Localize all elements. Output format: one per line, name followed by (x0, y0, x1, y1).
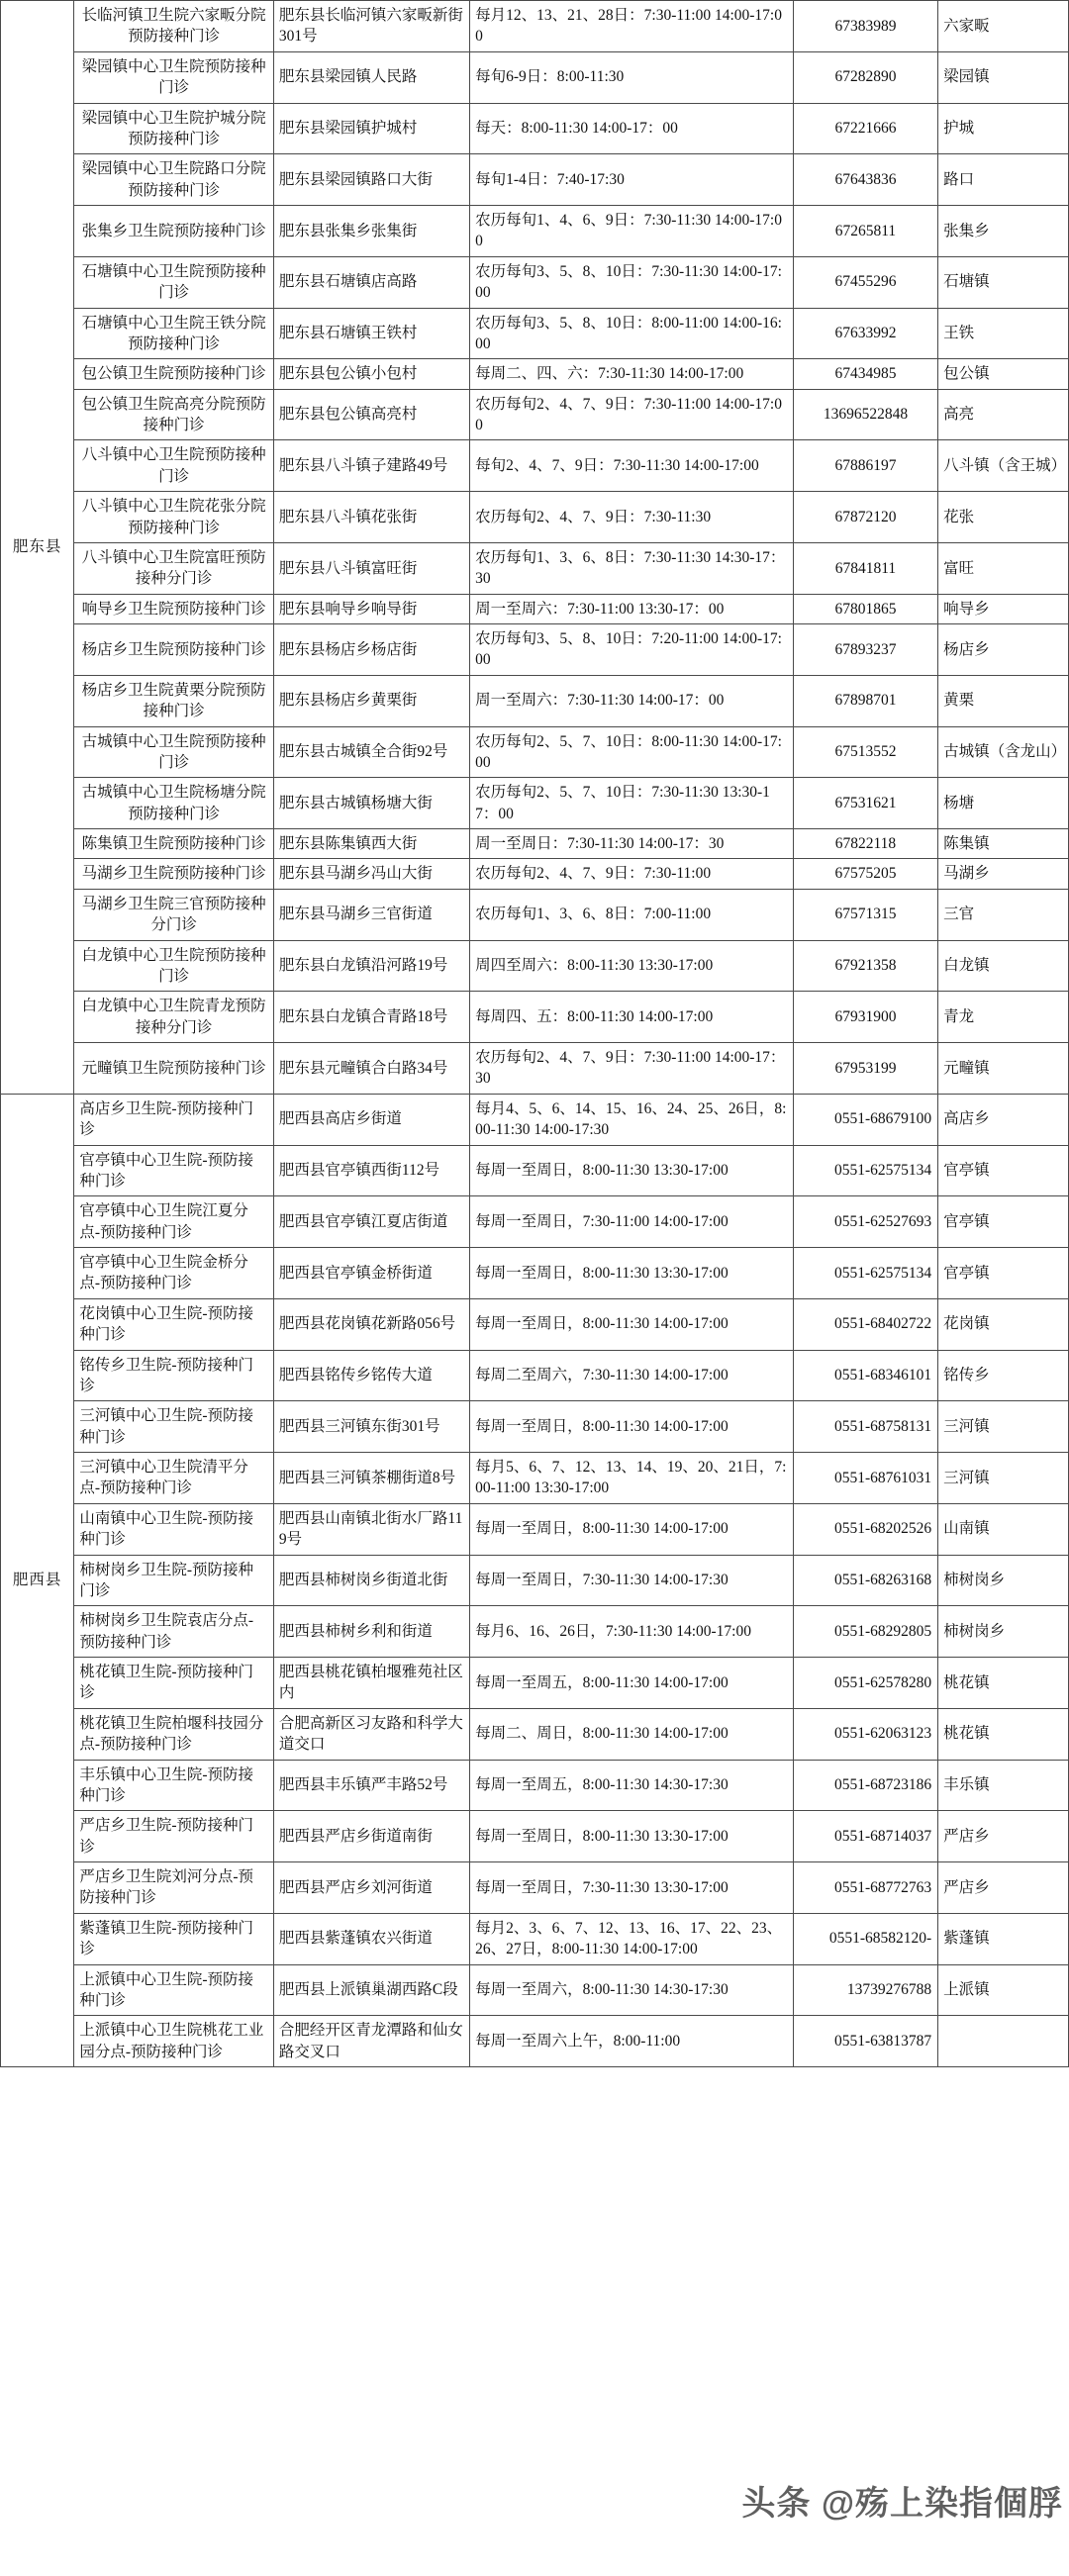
clinic-name-cell: 包公镇卫生院预防接种门诊 (74, 359, 274, 389)
clinic-service-area-cell: 严店乡 (938, 1862, 1069, 1914)
clinic-hours-cell: 每天：8:00-11:30 14:00-17：00 (470, 103, 794, 154)
clinic-name-cell: 柿树岗乡卫生院袁店分点-预防接种门诊 (74, 1606, 274, 1658)
clinic-service-area-cell: 古城镇（含龙山） (938, 726, 1069, 778)
clinic-service-area-cell: 柿树岗乡 (938, 1606, 1069, 1658)
clinic-hours-cell: 每周一至周日，8:00-11:30 14:00-17:00 (470, 1298, 794, 1350)
clinic-hours-cell: 农历每旬3、5、8、10日：8:00-11:00 14:00-16:00 (470, 308, 794, 359)
clinic-hours-cell: 每周二、四、六：7:30-11:30 14:00-17:00 (470, 359, 794, 389)
clinic-service-area-cell: 响导乡 (938, 594, 1069, 623)
clinic-name-cell: 铭传乡卫生院-预防接种门诊 (74, 1350, 274, 1401)
clinic-phone-cell: 67953199 (793, 1043, 937, 1095)
clinic-name-cell: 上派镇中心卫生院桃花工业园分点-预防接种门诊 (74, 2016, 274, 2067)
clinic-address-cell: 肥西县丰乐镇严丰路52号 (273, 1760, 469, 1811)
clinic-hours-cell: 农历每旬1、4、6、9日：7:30-11:30 14:00-17:00 (470, 206, 794, 257)
clinic-phone-cell: 0551-63813787 (793, 2016, 937, 2067)
clinic-service-area-cell: 丰乐镇 (938, 1760, 1069, 1811)
clinic-service-area-cell: 上派镇 (938, 1964, 1069, 2016)
clinic-phone-cell: 0551-68772763 (793, 1862, 937, 1914)
clinic-address-cell: 肥东县梁园镇路口大街 (273, 154, 469, 206)
clinic-name-cell: 古城镇中心卫生院预防接种门诊 (74, 726, 274, 778)
clinic-phone-cell: 0551-62575134 (793, 1248, 937, 1299)
clinic-phone-cell: 0551-68202526 (793, 1503, 937, 1555)
clinic-phone-cell: 0551-68582120- (793, 1913, 937, 1964)
clinic-hours-cell: 每周一至周五，8:00-11:30 14:00-17:00 (470, 1658, 794, 1709)
clinic-phone-cell: 0551-68723186 (793, 1760, 937, 1811)
clinic-phone-cell: 67434985 (793, 359, 937, 389)
table-row (1, 51, 1069, 103)
clinic-hours-cell: 农历每旬2、4、7、9日：7:30-11:00 14:00-17：30 (470, 1043, 794, 1095)
clinic-address-cell: 肥西县高店乡街道 (273, 1094, 469, 1145)
clinic-address-cell: 肥东县白龙镇沿河路19号 (273, 940, 469, 992)
table-row (1, 492, 1069, 543)
clinic-address-cell: 肥东县梁园镇人民路 (273, 51, 469, 103)
clinic-service-area-cell: 张集乡 (938, 206, 1069, 257)
clinic-address-cell: 肥东县陈集镇西大街 (273, 829, 469, 859)
clinic-service-area-cell: 青龙 (938, 992, 1069, 1043)
clinic-name-cell: 梁园镇中心卫生院护城分院预防接种门诊 (74, 103, 274, 154)
clinic-address-cell: 合肥高新区习友路和科学大道交口 (273, 1708, 469, 1760)
clinic-address-cell: 肥东县古城镇杨塘大街 (273, 778, 469, 829)
clinic-phone-cell: 67643836 (793, 154, 937, 206)
clinic-address-cell: 肥西县严店乡刘河街道 (273, 1862, 469, 1914)
clinic-name-cell: 桃花镇卫生院柏堰科技园分点-预防接种门诊 (74, 1708, 274, 1760)
clinic-phone-cell: 67633992 (793, 308, 937, 359)
clinic-phone-cell: 0551-68714037 (793, 1811, 937, 1862)
clinic-hours-cell: 每周一至周日，8:00-11:30 13:30-17:00 (470, 1248, 794, 1299)
clinic-phone-cell: 0551-68292805 (793, 1606, 937, 1658)
clinic-name-cell: 包公镇卫生院高亮分院预防接种门诊 (74, 389, 274, 440)
clinic-phone-cell: 0551-62575134 (793, 1145, 937, 1196)
clinic-address-cell: 肥东县马湖乡三官街道 (273, 889, 469, 940)
clinic-phone-cell: 67898701 (793, 675, 937, 726)
clinic-hours-cell: 每月12、13、21、28日：7:30-11:00 14:00-17:00 (470, 1, 794, 52)
clinic-service-area-cell: 石塘镇 (938, 256, 1069, 308)
clinic-address-cell: 肥东县白龙镇合青路18号 (273, 992, 469, 1043)
clinic-address-cell: 肥西县花岗镇花新路056号 (273, 1298, 469, 1350)
clinic-address-cell: 肥西县紫蓬镇农兴街道 (273, 1913, 469, 1964)
clinic-name-cell: 杨店乡卫生院预防接种门诊 (74, 624, 274, 676)
clinic-name-cell: 山南镇中心卫生院-预防接种门诊 (74, 1503, 274, 1555)
clinic-service-area-cell: 路口 (938, 154, 1069, 206)
clinic-service-area-cell: 八斗镇（含王城） (938, 440, 1069, 492)
clinic-service-area-cell: 三官 (938, 889, 1069, 940)
clinic-name-cell: 八斗镇中心卫生院花张分院预防接种门诊 (74, 492, 274, 543)
clinic-address-cell: 肥西县官亭镇金桥街道 (273, 1248, 469, 1299)
clinic-name-cell: 桃花镇卫生院-预防接种门诊 (74, 1658, 274, 1709)
clinic-address-cell: 肥西县三河镇茶棚街道8号 (273, 1453, 469, 1504)
clinic-hours-cell: 每周一至周日，7:30-11:30 14:00-17:30 (470, 1555, 794, 1606)
clinic-service-area-cell: 梁园镇 (938, 51, 1069, 103)
clinic-service-area-cell: 高店乡 (938, 1094, 1069, 1145)
clinic-hours-cell: 每周一至周日，7:30-11:00 14:00-17:00 (470, 1196, 794, 1248)
clinic-service-area-cell: 元疃镇 (938, 1043, 1069, 1095)
table-row (1, 594, 1069, 623)
table-row (1, 1760, 1069, 1811)
clinic-name-cell: 八斗镇中心卫生院预防接种门诊 (74, 440, 274, 492)
clinic-service-area-cell: 杨塘 (938, 778, 1069, 829)
clinic-service-area-cell: 高亮 (938, 389, 1069, 440)
clinic-address-cell: 肥东县包公镇高亮村 (273, 389, 469, 440)
table-row (1, 389, 1069, 440)
clinic-hours-cell: 每周一至周六上午，8:00-11:00 (470, 2016, 794, 2067)
clinic-hours-cell: 每周一至周日，8:00-11:30 14:00-17:00 (470, 1401, 794, 1453)
clinic-phone-cell: 0551-68758131 (793, 1401, 937, 1453)
clinic-hours-cell: 周一至周六：7:30-11:30 14:00-17：00 (470, 675, 794, 726)
clinic-name-cell: 张集乡卫生院预防接种门诊 (74, 206, 274, 257)
table-row (1, 889, 1069, 940)
clinic-hours-cell: 每旬6-9日：8:00-11:30 (470, 51, 794, 103)
clinic-hours-cell: 农历每旬2、5、7、10日：7:30-11:30 13:30-17：00 (470, 778, 794, 829)
watermark-text: 头条 @殇上染指個脬 (741, 2485, 1063, 2523)
table-row (1, 1555, 1069, 1606)
clinic-address-cell: 肥东县元疃镇合白路34号 (273, 1043, 469, 1095)
table-row (1, 1913, 1069, 1964)
clinic-service-area-cell: 官亭镇 (938, 1145, 1069, 1196)
clinic-phone-cell: 67455296 (793, 256, 937, 308)
clinic-phone-cell: 67886197 (793, 440, 937, 492)
clinic-service-area-cell: 紫蓬镇 (938, 1913, 1069, 1964)
clinic-service-area-cell: 杨店乡 (938, 624, 1069, 676)
table-row (1, 154, 1069, 206)
clinic-phone-cell: 67921358 (793, 940, 937, 992)
clinic-address-cell: 肥东县八斗镇富旺街 (273, 542, 469, 594)
clinic-name-cell: 官亭镇中心卫生院金桥分点-预防接种门诊 (74, 1248, 274, 1299)
clinic-hours-cell: 农历每旬2、5、7、10日：8:00-11:30 14:00-17:00 (470, 726, 794, 778)
clinic-service-area-cell: 官亭镇 (938, 1248, 1069, 1299)
table-row (1, 440, 1069, 492)
table-row (1, 992, 1069, 1043)
clinic-name-cell: 花岗镇中心卫生院-预防接种门诊 (74, 1298, 274, 1350)
clinic-service-area-cell: 山南镇 (938, 1503, 1069, 1555)
table-row (1, 1094, 1069, 1145)
clinic-name-cell: 严店乡卫生院-预防接种门诊 (74, 1811, 274, 1862)
table-row (1, 2016, 1069, 2067)
clinic-address-cell: 肥东县石塘镇王铁村 (273, 308, 469, 359)
clinic-service-area-cell: 王铁 (938, 308, 1069, 359)
clinic-name-cell: 石塘镇中心卫生院预防接种门诊 (74, 256, 274, 308)
clinic-hours-cell: 每旬2、4、7、9日：7:30-11:30 14:00-17:00 (470, 440, 794, 492)
clinic-service-area-cell: 陈集镇 (938, 829, 1069, 859)
clinic-address-cell: 肥东县八斗镇花张街 (273, 492, 469, 543)
clinic-hours-cell: 农历每旬2、4、7、9日：7:30-11:00 14:00-17:00 (470, 389, 794, 440)
table-row (1, 1964, 1069, 2016)
clinic-address-cell: 肥西县官亭镇西街112号 (273, 1145, 469, 1196)
clinic-address-cell: 肥西县桃花镇柏堰雅苑社区内 (273, 1658, 469, 1709)
clinic-name-cell: 陈集镇卫生院预防接种门诊 (74, 829, 274, 859)
clinic-address-cell: 肥东县杨店乡杨店街 (273, 624, 469, 676)
clinic-phone-cell: 67931900 (793, 992, 937, 1043)
clinic-phone-cell: 67221666 (793, 103, 937, 154)
clinic-name-cell: 官亭镇中心卫生院-预防接种门诊 (74, 1145, 274, 1196)
clinic-service-area-cell (938, 2016, 1069, 2067)
clinic-service-area-cell: 护城 (938, 103, 1069, 154)
clinic-phone-cell: 67571315 (793, 889, 937, 940)
clinic-address-cell: 肥西县柿树乡利和街道 (273, 1606, 469, 1658)
clinic-name-cell: 八斗镇中心卫生院富旺预防接种分门诊 (74, 542, 274, 594)
clinic-hours-cell: 农历每旬3、5、8、10日：7:20-11:00 14:00-17:00 (470, 624, 794, 676)
table-row (1, 1248, 1069, 1299)
clinic-name-cell: 梁园镇中心卫生院路口分院预防接种门诊 (74, 154, 274, 206)
table-row (1, 308, 1069, 359)
clinic-service-area-cell: 花张 (938, 492, 1069, 543)
table-row (1, 1862, 1069, 1914)
clinic-phone-cell: 0551-62578280 (793, 1658, 937, 1709)
county-label: 肥东县 (1, 1, 74, 1095)
clinic-name-cell: 古城镇中心卫生院杨塘分院预防接种门诊 (74, 778, 274, 829)
table-row (1, 103, 1069, 154)
clinic-address-cell: 肥东县杨店乡黄栗街 (273, 675, 469, 726)
clinic-hours-cell: 每周一至周日，7:30-11:30 13:30-17:00 (470, 1862, 794, 1914)
clinic-service-area-cell: 富旺 (938, 542, 1069, 594)
clinic-name-cell: 响导乡卫生院预防接种门诊 (74, 594, 274, 623)
clinic-hours-cell: 每月4、5、6、14、15、16、24、25、26日，8:00-11:30 14:00-17:30 (470, 1094, 794, 1145)
clinic-address-cell: 肥西县官亭镇江夏店街道 (273, 1196, 469, 1248)
clinic-address-cell: 肥东县长临河镇六家畈新街301号 (273, 1, 469, 52)
clinic-hours-cell: 每旬1-4日：7:40-17:30 (470, 154, 794, 206)
clinic-phone-cell: 67872120 (793, 492, 937, 543)
clinic-service-area-cell: 白龙镇 (938, 940, 1069, 992)
clinic-name-cell: 三河镇中心卫生院-预防接种门诊 (74, 1401, 274, 1453)
table-row (1, 206, 1069, 257)
clinic-phone-cell: 0551-68761031 (793, 1453, 937, 1504)
clinic-hours-cell: 农历每旬2、4、7、9日：7:30-11:30 (470, 492, 794, 543)
clinic-hours-cell: 每月5、6、7、12、13、14、19、20、21日，7:00-11:00 13:30-17:00 (470, 1453, 794, 1504)
clinic-address-cell: 肥东县古城镇全合街92号 (273, 726, 469, 778)
table-row (1, 1043, 1069, 1095)
clinic-name-cell: 白龙镇中心卫生院青龙预防接种分门诊 (74, 992, 274, 1043)
table-row (1, 1811, 1069, 1862)
table-row (1, 1658, 1069, 1709)
clinic-hours-cell: 农历每旬1、3、6、8日：7:30-11:30 14:30-17：30 (470, 542, 794, 594)
clinic-phone-cell: 67822118 (793, 829, 937, 859)
clinic-address-cell: 合肥经开区青龙潭路和仙女路交叉口 (273, 2016, 469, 2067)
clinic-hours-cell: 每周一至周五，8:00-11:30 14:30-17:30 (470, 1760, 794, 1811)
table-row (1, 1503, 1069, 1555)
clinic-hours-cell: 每周四、五：8:00-11:30 14:00-17:00 (470, 992, 794, 1043)
clinic-phone-cell: 67893237 (793, 624, 937, 676)
clinic-name-cell: 马湖乡卫生院预防接种门诊 (74, 859, 274, 889)
clinic-hours-cell: 每月6、16、26日，7:30-11:30 14:00-17:00 (470, 1606, 794, 1658)
clinic-address-cell: 肥东县马湖乡冯山大街 (273, 859, 469, 889)
table-row (1, 859, 1069, 889)
clinic-service-area-cell: 六家畈 (938, 1, 1069, 52)
clinic-service-area-cell: 包公镇 (938, 359, 1069, 389)
clinic-service-area-cell: 柿树岗乡 (938, 1555, 1069, 1606)
table-body (1, 1, 1069, 2067)
clinic-service-area-cell: 官亭镇 (938, 1196, 1069, 1248)
clinic-service-area-cell: 桃花镇 (938, 1708, 1069, 1760)
clinic-service-area-cell: 铭传乡 (938, 1350, 1069, 1401)
clinic-address-cell: 肥东县响导乡响导街 (273, 594, 469, 623)
clinic-address-cell: 肥西县上派镇巢湖西路C段 (273, 1964, 469, 2016)
table-row (1, 1606, 1069, 1658)
clinic-address-cell: 肥西县严店乡街道南街 (273, 1811, 469, 1862)
clinic-hours-cell: 农历每旬2、4、7、9日：7:30-11:00 (470, 859, 794, 889)
table-row (1, 1350, 1069, 1401)
clinic-hours-cell: 每周一至周六，8:00-11:30 14:30-17:30 (470, 1964, 794, 2016)
clinic-name-cell: 马湖乡卫生院三官预防接种分门诊 (74, 889, 274, 940)
clinic-hours-cell: 每周二至周六，7:30-11:30 14:00-17:00 (470, 1350, 794, 1401)
clinic-hours-cell: 每周一至周日，8:00-11:30 13:30-17:00 (470, 1811, 794, 1862)
clinic-hours-cell: 农历每旬1、3、6、8日：7:00-11:00 (470, 889, 794, 940)
table-row (1, 1196, 1069, 1248)
clinic-name-cell: 梁园镇中心卫生院预防接种门诊 (74, 51, 274, 103)
clinic-address-cell: 肥西县三河镇东街301号 (273, 1401, 469, 1453)
clinic-service-area-cell: 马湖乡 (938, 859, 1069, 889)
clinic-phone-cell: 0551-62063123 (793, 1708, 937, 1760)
clinic-phone-cell: 0551-68402722 (793, 1298, 937, 1350)
clinic-address-cell: 肥西县山南镇北街水厂路119号 (273, 1503, 469, 1555)
table-row (1, 256, 1069, 308)
clinic-phone-cell: 67531621 (793, 778, 937, 829)
table-row (1, 542, 1069, 594)
table-row (1, 1401, 1069, 1453)
clinic-name-cell: 杨店乡卫生院黄栗分院预防接种门诊 (74, 675, 274, 726)
table-row (1, 778, 1069, 829)
clinic-name-cell: 石塘镇中心卫生院王铁分院预防接种门诊 (74, 308, 274, 359)
table-row (1, 1145, 1069, 1196)
clinic-service-area-cell: 花岗镇 (938, 1298, 1069, 1350)
clinic-name-cell: 严店乡卫生院刘河分点-预防接种门诊 (74, 1862, 274, 1914)
clinic-name-cell: 三河镇中心卫生院清平分点-预防接种门诊 (74, 1453, 274, 1504)
clinic-phone-cell: 67383989 (793, 1, 937, 52)
clinic-name-cell: 紫蓬镇卫生院-预防接种门诊 (74, 1913, 274, 1964)
clinic-phone-cell: 13696522848 (793, 389, 937, 440)
clinic-phone-cell: 0551-62527693 (793, 1196, 937, 1248)
clinic-phone-cell: 67513552 (793, 726, 937, 778)
clinic-service-area-cell: 桃花镇 (938, 1658, 1069, 1709)
clinic-hours-cell: 每周二、周日，8:00-11:30 14:00-17:00 (470, 1708, 794, 1760)
clinic-address-cell: 肥东县八斗镇子建路49号 (273, 440, 469, 492)
clinic-hours-cell: 周一至周日：7:30-11:30 14:00-17：30 (470, 829, 794, 859)
county-label: 肥西县 (1, 1094, 74, 2066)
clinic-name-cell: 白龙镇中心卫生院预防接种门诊 (74, 940, 274, 992)
clinic-hours-cell: 每周一至周日，8:00-11:30 13:30-17:00 (470, 1145, 794, 1196)
table-row (1, 940, 1069, 992)
clinic-phone-cell: 67801865 (793, 594, 937, 623)
clinic-phone-cell: 67265811 (793, 206, 937, 257)
clinic-name-cell: 元疃镇卫生院预防接种门诊 (74, 1043, 274, 1095)
clinic-phone-cell: 0551-68679100 (793, 1094, 937, 1145)
clinic-service-area-cell: 黄栗 (938, 675, 1069, 726)
table-row (1, 359, 1069, 389)
clinic-phone-cell: 0551-68346101 (793, 1350, 937, 1401)
clinic-phone-cell: 13739276788 (793, 1964, 937, 2016)
clinic-address-cell: 肥东县包公镇小包村 (273, 359, 469, 389)
clinic-address-cell: 肥西县柿树岗乡街道北街 (273, 1555, 469, 1606)
clinic-name-cell: 丰乐镇中心卫生院-预防接种门诊 (74, 1760, 274, 1811)
clinic-name-cell: 高店乡卫生院-预防接种门诊 (74, 1094, 274, 1145)
clinic-phone-cell: 67841811 (793, 542, 937, 594)
table-row (1, 726, 1069, 778)
clinic-phone-cell: 0551-68263168 (793, 1555, 937, 1606)
clinic-address-cell: 肥东县石塘镇店高路 (273, 256, 469, 308)
table-row (1, 624, 1069, 676)
clinic-phone-cell: 67575205 (793, 859, 937, 889)
table-row (1, 1, 1069, 52)
table-row (1, 1708, 1069, 1760)
clinic-hours-cell: 每周一至周日，8:00-11:30 14:00-17:00 (470, 1503, 794, 1555)
clinic-hours-cell: 周一至周六：7:30-11:00 13:30-17：00 (470, 594, 794, 623)
table-row (1, 829, 1069, 859)
table-row (1, 1453, 1069, 1504)
clinic-address-cell: 肥东县梁园镇护城村 (273, 103, 469, 154)
clinic-hours-cell: 周四至周六：8:00-11:30 13:30-17:00 (470, 940, 794, 992)
clinic-name-cell: 官亭镇中心卫生院江夏分点-预防接种门诊 (74, 1196, 274, 1248)
clinic-name-cell: 柿树岗乡卫生院-预防接种门诊 (74, 1555, 274, 1606)
table-row (1, 1298, 1069, 1350)
clinic-address-cell: 肥西县铭传乡铭传大道 (273, 1350, 469, 1401)
clinic-service-area-cell: 三河镇 (938, 1453, 1069, 1504)
clinic-service-area-cell: 三河镇 (938, 1401, 1069, 1453)
clinic-name-cell: 上派镇中心卫生院-预防接种门诊 (74, 1964, 274, 2016)
table-row (1, 675, 1069, 726)
clinic-service-area-cell: 严店乡 (938, 1811, 1069, 1862)
clinic-hours-cell: 农历每旬3、5、8、10日：7:30-11:30 14:00-17:00 (470, 256, 794, 308)
clinic-hours-cell: 每月2、3、6、7、12、13、16、17、22、23、26、27日，8:00-11:30 14:00-17:00 (470, 1913, 794, 1964)
clinic-phone-cell: 67282890 (793, 51, 937, 103)
clinic-address-cell: 肥东县张集乡张集街 (273, 206, 469, 257)
clinic-name-cell: 长临河镇卫生院六家畈分院预防接种门诊 (74, 1, 274, 52)
